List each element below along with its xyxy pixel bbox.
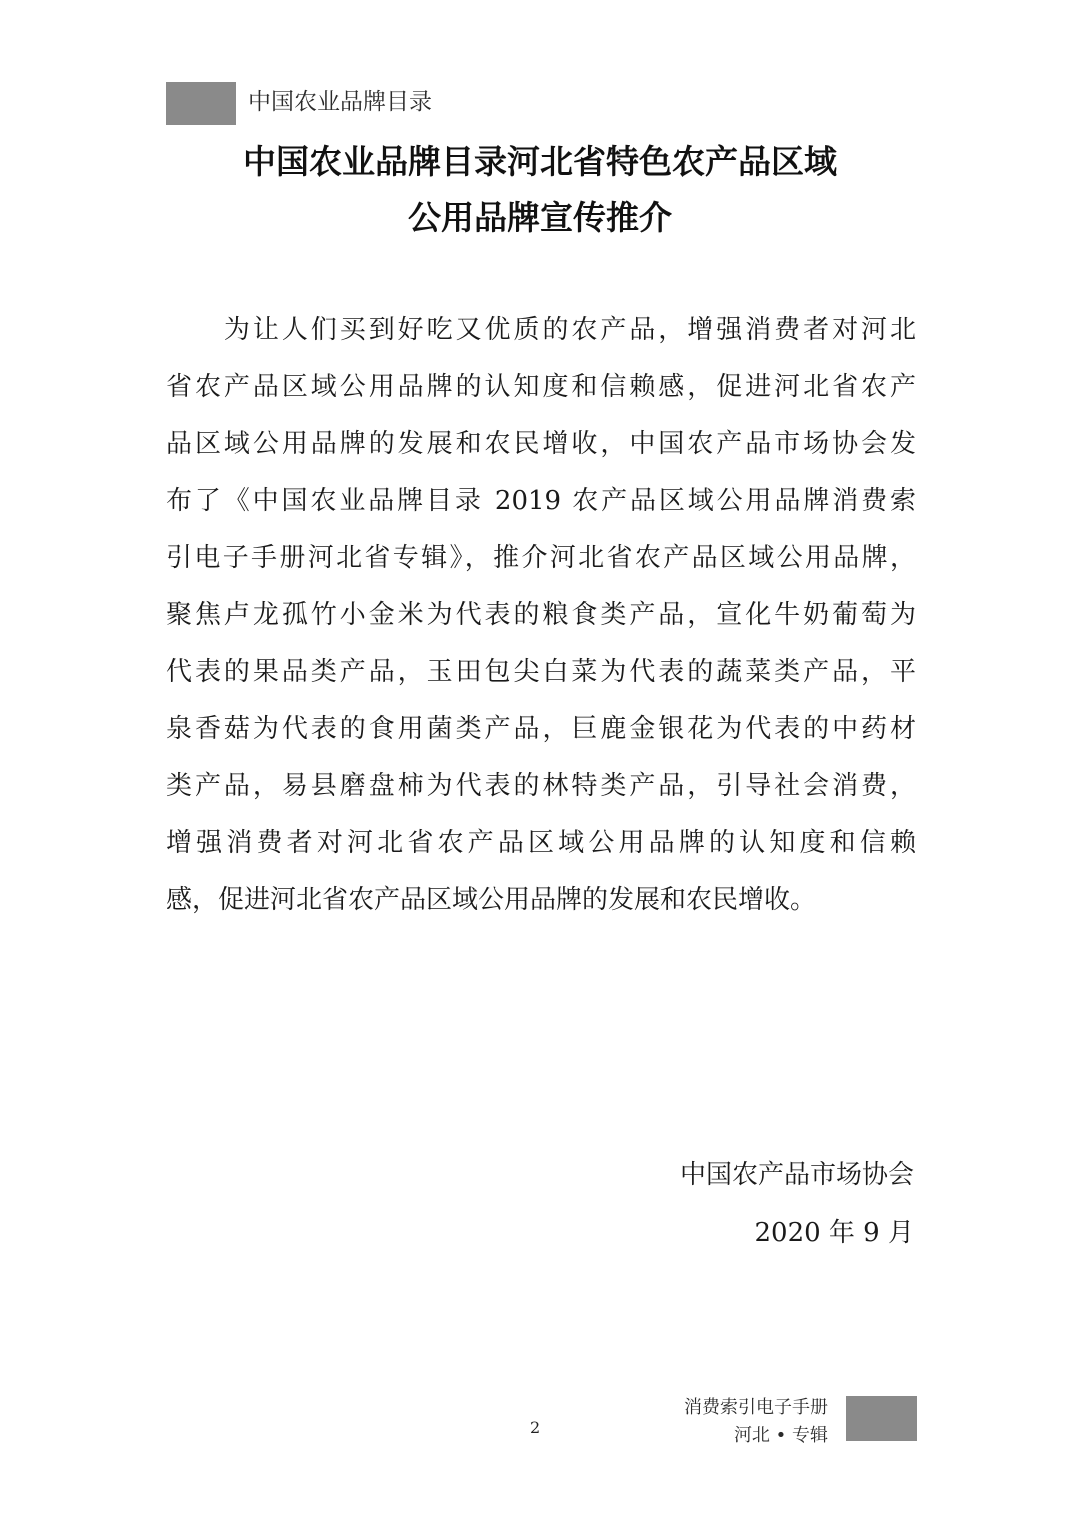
document-title-line-1: 中国农业品牌目录河北省特色农产品区域 [243,142,837,181]
signature-organization: 中国农产品市场协会 [679,1160,914,1190]
running-header: 中国农业品牌目录 [248,89,432,115]
body-line: 省农产品区域公用品牌的认知度和信赖感，促进河北省农产 [166,372,916,402]
document-title-line-2: 公用品牌宣传推介 [408,198,672,237]
body-line: 泉香菇为代表的食用菌类产品，巨鹿金银花为代表的中药材 [166,714,916,744]
body-line: 布了《中国农业品牌目录 2019 农产品区域公用品牌消费索 [166,486,916,516]
signature-date: 2020 年 9 月 [754,1218,914,1248]
footer-gray-block [846,1396,917,1441]
header-gray-block [166,82,236,125]
page-number: 2 [530,1418,541,1437]
running-footer [684,1394,828,1450]
body-line: 引电子手册河北省专辑》，推介河北省农产品区域公用品牌， [166,543,916,573]
body-line: 代表的果品类产品，玉田包尖白菜为代表的蔬菜类产品，平 [166,657,916,687]
body-line: 聚焦卢龙孤竹小金米为代表的粮食类产品，宣化牛奶葡萄为 [166,600,916,630]
body-line: 为让人们买到好吃又优质的农产品，增强消费者对河北 [166,315,916,345]
footer-line-1: 消费索引电子手册 [684,1397,828,1418]
footer-line-2: 河北 • 专辑 [733,1425,828,1446]
body-line: 类产品，易县磨盘柿为代表的林特类产品，引导社会消费， [166,771,916,801]
body-line: 品区域公用品牌的发展和农民增收，中国农产品市场协会发 [166,429,916,459]
body-line: 增强消费者对河北省农产品区域公用品牌的认知度和信赖 [166,828,916,858]
body-line-last: 感，促进河北省农产品区域公用品牌的发展和农民增收。 [166,885,817,915]
